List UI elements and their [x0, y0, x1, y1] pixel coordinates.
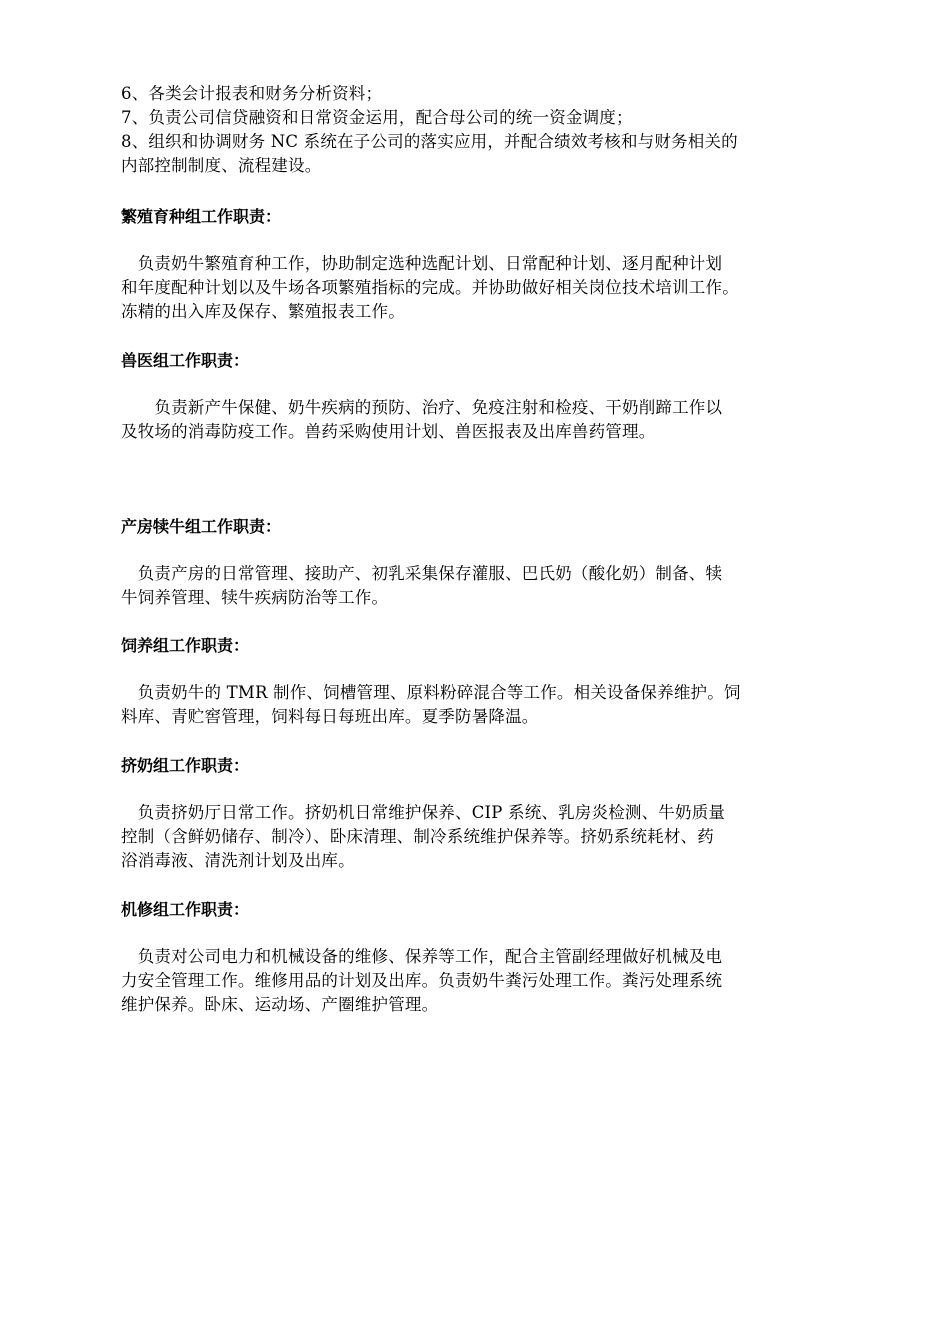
section-heading: 饲养组工作职责： — [121, 636, 250, 655]
paragraph-line: 和年度配种计划以及牛场各项繁殖指标的完成。并协助做好相关岗位技术培训工作。 — [121, 278, 739, 297]
paragraph-line: 浴消毒液、清洗剂计划及出库。 — [121, 851, 355, 870]
section-body — [121, 801, 836, 873]
section-heading: 挤奶组工作职责： — [121, 756, 250, 775]
section-heading: 机修组工作职责： — [121, 900, 250, 919]
section-heading: 繁殖育种组工作职责： — [121, 207, 282, 226]
section-body — [121, 396, 836, 444]
paragraph-line: 负责对公司电力和机械设备的维修、保养等工作，配合主管副经理做好机械及电 — [121, 947, 723, 966]
paragraph-line: 维护保养。卧床、运动场、产圈维护管理。 — [121, 995, 439, 1014]
paragraph-line: 力安全管理工作。维修用品的计划及出库。负责奶牛粪污处理工作。粪污处理系统 — [121, 971, 723, 990]
section-heading: 产房犊牛组工作职责： — [121, 517, 282, 536]
list-item: 8、组织和协调财务 NC 系统在子公司的落实应用，并配合绩效考核和与财务相关的 — [121, 132, 738, 151]
section-body — [121, 945, 836, 1017]
paragraph-line: 负责新产牛保健、奶牛疾病的预防、治疗、免疫注射和检疫、干奶削蹄工作以 — [121, 398, 723, 417]
list-item: 7、负责公司信贷融资和日常资金运用，配合母公司的统一资金调度； — [121, 108, 633, 127]
paragraph-line: 冻精的出入库及保存、繁殖报表工作。 — [121, 302, 405, 321]
paragraph-line: 及牧场的消毒防疫工作。兽药采购使用计划、兽医报表及出库兽药管理。 — [121, 422, 656, 441]
paragraph-line: 牛饲养管理、犊牛疾病防治等工作。 — [121, 588, 389, 607]
paragraph-line: 负责奶牛繁殖育种工作，协助制定选种选配计划、日常配种计划、逐月配种计划 — [121, 254, 723, 273]
numbered-list — [121, 82, 836, 178]
list-item-continuation: 内部控制制度、流程建设。 — [121, 156, 322, 175]
section-body — [121, 252, 836, 324]
paragraph-line: 负责产房的日常管理、接助产、初乳采集保存灌服、巴氏奶（酸化奶）制备、犊 — [121, 564, 723, 583]
paragraph-line: 负责奶牛的 TMR 制作、饲槽管理、原料粉碎混合等工作。相关设备保养维护。饲 — [121, 683, 741, 702]
paragraph-line: 料库、青贮窖管理，饲料每日每班出库。夏季防暑降温。 — [121, 707, 539, 726]
list-item: 6、各类会计报表和财务分析资料； — [121, 84, 383, 103]
paragraph-line: 负责挤奶厅日常工作。挤奶机日常维护保养、CIP 系统、乳房炎检测、牛奶质量 — [121, 803, 726, 822]
section-body — [121, 681, 836, 729]
section-body — [121, 562, 836, 610]
paragraph-line: 控制（含鲜奶储存、制冷）、卧床清理、制冷系统维护保养等。挤奶系统耗材、药 — [121, 827, 714, 846]
section-heading: 兽医组工作职责： — [121, 351, 250, 370]
